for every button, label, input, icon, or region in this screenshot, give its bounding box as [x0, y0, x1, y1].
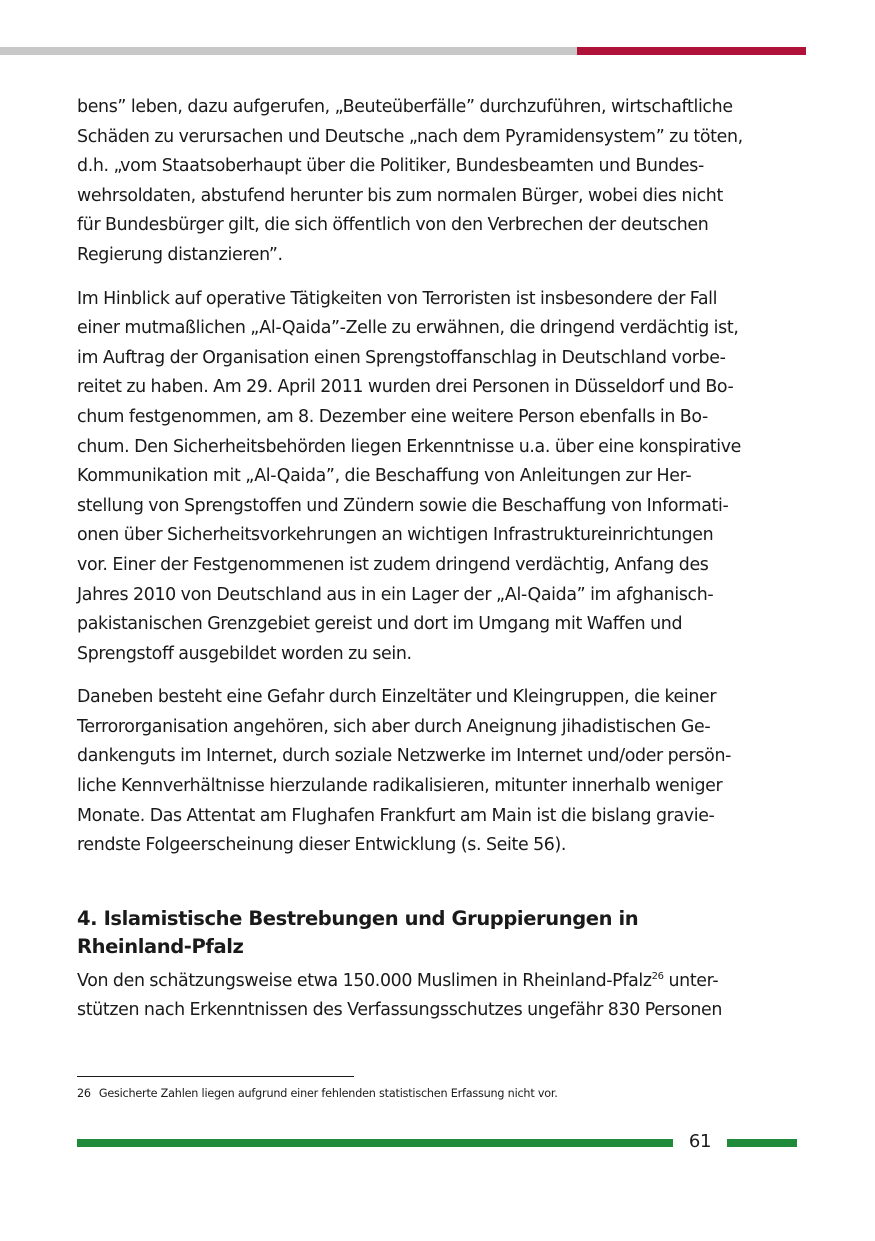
text-line: Sprengstoff ausgebildet worden zu sein.: [77, 643, 412, 664]
section-heading: [77, 905, 797, 961]
text-line: onen über Sicherheitsvorkehrungen an wichtigen Infrastruktureinrichtungen: [77, 525, 714, 546]
text-line: Schäden zu verursachen und Deutsche „nach dem Pyramidensystem” zu töten,: [77, 126, 743, 147]
footer-rule-right: [727, 1139, 797, 1147]
text-line: einer mutmaßlichen „Al-Qaida”-Zelle zu erwähnen, die dringend verdächtig ist,: [77, 318, 739, 339]
text-line: Regierung distanzieren”.: [77, 244, 283, 265]
text-line: Jahres 2010 von Deutschland aus in ein Lager der „Al-Qaida” im afghanisch-: [77, 584, 714, 605]
text-line: reitet zu haben. Am 29. April 2011 wurden drei Personen in Düsseldorf und Bo-: [77, 377, 734, 398]
header-rule-gray: [0, 47, 577, 55]
text-segment: Von den schätzungsweise etwa 150.000 Muslimen in Rheinland-Pfalz: [77, 970, 652, 991]
text-line: vor. Einer der Festgenommenen ist zudem dringend verdächtig, Anfang des: [77, 554, 709, 575]
text-line: d.h. „vom Staatsoberhaupt über die Politiker, Bundesbeamten und Bundes-: [77, 156, 704, 177]
paragraph-3: [77, 683, 797, 861]
footnote-divider: [77, 1076, 354, 1077]
page-number: 61: [688, 1131, 712, 1152]
page-body: [77, 93, 797, 1040]
text-line: rendste Folgeerscheinung dieser Entwicklung (s. Seite 56).: [77, 835, 567, 856]
text-line: stellung von Sprengstoffen und Zündern sowie die Beschaffung von Informati-: [77, 495, 729, 516]
footnote-reference[interactable]: 26: [651, 970, 664, 982]
text-line: Monate. Das Attentat am Flughafen Frankfurt am Main ist die bislang gravie-: [77, 805, 715, 826]
text-line: chum. Den Sicherheitsbehörden liegen Erkenntnisse u.a. über eine konspirative: [77, 436, 742, 457]
text-line: für Bundesbürger gilt, die sich öffentlich von den Verbrechen der deutschen: [77, 215, 709, 236]
text-line: wehrsoldaten, abstufend herunter bis zum normalen Bürger, wobei dies nicht: [77, 185, 723, 206]
text-line: dankenguts im Internet, durch soziale Netzwerke im Internet und/oder persön-: [77, 746, 732, 767]
heading-line: 4. Islamistische Bestrebungen und Gruppierungen in: [77, 906, 639, 930]
footnote-text: Gesicherte Zahlen liegen aufgrund einer fehlenden statistischen Erfassung nicht vor.: [98, 1087, 558, 1100]
text-line: [77, 967, 797, 997]
text-segment: unter-: [663, 970, 719, 991]
heading-line: Rheinland-Pfalz: [77, 934, 244, 958]
paragraph-4: [77, 967, 797, 1026]
footnote: [77, 1086, 558, 1102]
text-line: stützen nach Erkenntnissen des Verfassungsschutzes ungefähr 830 Personen: [77, 1000, 723, 1021]
text-line: Kommunikation mit „Al-Qaida”, die Beschaffung von Anleitungen zur Her-: [77, 466, 692, 487]
footnote-number: 26: [77, 1087, 91, 1100]
text-line: liche Kennverhältnisse hierzulande radikalisieren, mitunter innerhalb weniger: [77, 776, 723, 797]
paragraph-2: [77, 285, 797, 670]
paragraph-1: [77, 93, 797, 271]
text-line: Im Hinblick auf operative Tätigkeiten von Terroristen ist insbesondere der Fall: [77, 288, 718, 309]
text-line: im Auftrag der Organisation einen Sprengstoffanschlag in Deutschland vorbe-: [77, 347, 726, 368]
text-line: Terrororganisation angehören, sich aber durch Aneignung jihadistischen Ge-: [77, 716, 711, 737]
text-line: chum festgenommen, am 8. Dezember eine weitere Person ebenfalls in Bo-: [77, 406, 708, 427]
text-line: Daneben besteht eine Gefahr durch Einzeltäter und Kleingruppen, die keiner: [77, 687, 717, 708]
header-rule-red: [577, 47, 806, 55]
text-line: bens” leben, dazu aufgerufen, „Beuteüberfälle” durchzuführen, wirtschaftliche: [77, 97, 733, 117]
footer-rule-left: [77, 1139, 673, 1147]
text-line: pakistanischen Grenzgebiet gereist und dort im Umgang mit Waffen und: [77, 614, 683, 635]
